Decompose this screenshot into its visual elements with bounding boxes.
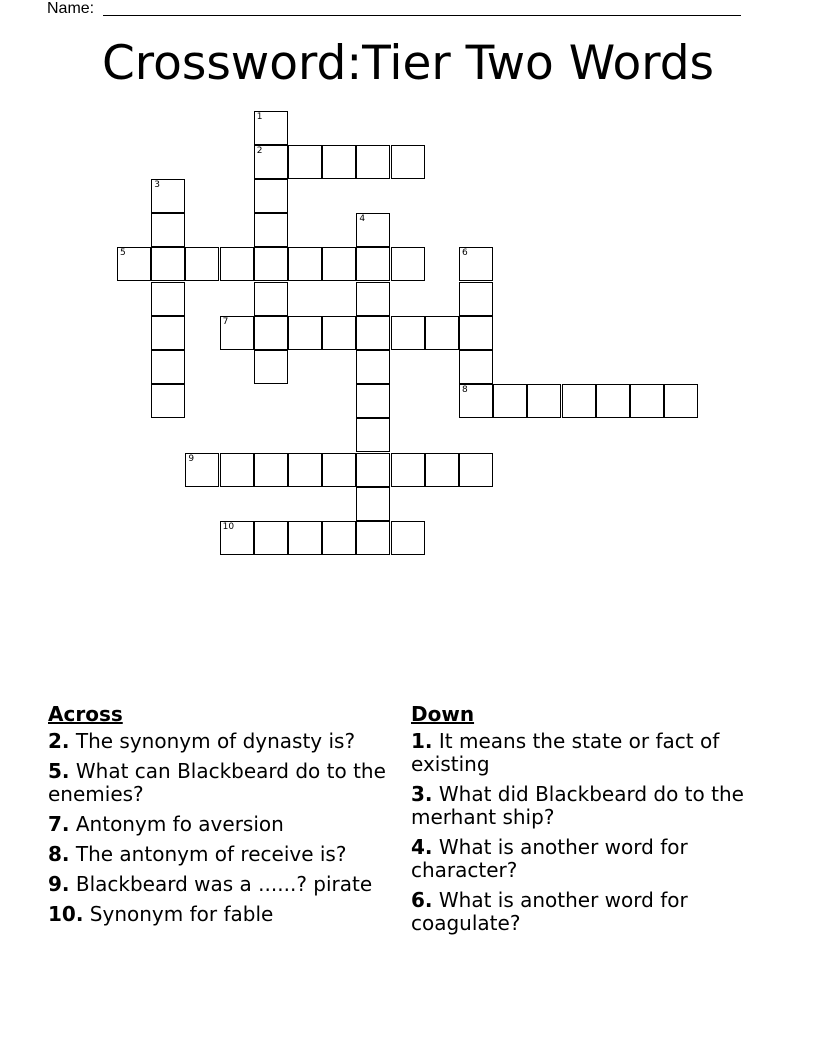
grid-cell[interactable] xyxy=(288,521,322,555)
grid-cell[interactable] xyxy=(288,145,322,179)
grid-cell[interactable] xyxy=(254,111,288,145)
down-clue xyxy=(411,889,756,935)
clue-number: 5 xyxy=(120,248,126,259)
grid-cell[interactable] xyxy=(356,453,390,487)
clue-number: 8. xyxy=(48,842,70,866)
grid-cell[interactable] xyxy=(151,384,185,418)
clue-number: 4 xyxy=(359,214,366,225)
grid-cell[interactable] xyxy=(254,350,288,384)
clue-number: 9. xyxy=(48,872,70,896)
clue-number: 7. xyxy=(48,812,70,836)
clue-text: The antonym of receive is? xyxy=(69,842,347,866)
grid-cell[interactable] xyxy=(151,247,185,281)
grid-cell[interactable] xyxy=(630,384,664,418)
across-clue xyxy=(48,843,393,866)
grid-cell[interactable] xyxy=(459,350,493,384)
grid-cell[interactable] xyxy=(220,453,254,487)
across-clue xyxy=(48,903,393,926)
grid-cell[interactable] xyxy=(117,247,151,281)
clue-text: What is another word for character? xyxy=(411,835,688,882)
grid-cell[interactable] xyxy=(391,453,425,487)
down-heading: Down xyxy=(411,702,475,726)
grid-cell[interactable] xyxy=(322,453,356,487)
grid-cell[interactable] xyxy=(459,282,493,316)
grid-cell[interactable] xyxy=(185,247,219,281)
grid-cell[interactable] xyxy=(220,316,254,350)
grid-cell[interactable] xyxy=(254,247,288,281)
clue-number: 6 xyxy=(462,248,468,259)
clue-text: The synonym of dynasty is? xyxy=(69,729,356,753)
grid-cell[interactable] xyxy=(459,384,493,418)
clue-number: 2 xyxy=(256,145,263,156)
grid-cell[interactable] xyxy=(322,316,356,350)
grid-cell[interactable] xyxy=(254,179,288,213)
name-label: Name: xyxy=(47,0,95,17)
grid-cell[interactable] xyxy=(391,316,425,350)
clue-number: 4. xyxy=(411,835,433,859)
clue-number: 10 xyxy=(222,522,235,532)
grid-cell[interactable] xyxy=(254,521,288,555)
grid-cell[interactable] xyxy=(254,316,288,350)
clue-number: 8 xyxy=(462,385,468,396)
clue-text: Blackbeard was a ......? pirate xyxy=(69,872,373,896)
grid-cell[interactable] xyxy=(356,418,390,452)
grid-cell[interactable] xyxy=(425,316,459,350)
clue-number: 2. xyxy=(48,729,70,753)
grid-cell[interactable] xyxy=(493,384,527,418)
grid-cell[interactable] xyxy=(391,247,425,281)
clue-number: 1 xyxy=(256,111,263,122)
grid-cell[interactable] xyxy=(254,282,288,316)
grid-cell[interactable] xyxy=(391,521,425,555)
grid-cell[interactable] xyxy=(356,247,390,281)
down-clue-list xyxy=(411,730,756,935)
grid-cell[interactable] xyxy=(151,213,185,247)
grid-cell[interactable] xyxy=(254,453,288,487)
across-clue xyxy=(48,873,393,896)
clue-number: 9 xyxy=(188,453,195,464)
grid-cell[interactable] xyxy=(151,282,185,316)
grid-cell[interactable] xyxy=(356,487,390,521)
down-clues xyxy=(411,702,756,942)
grid-cell[interactable] xyxy=(356,350,390,384)
grid-cell[interactable] xyxy=(356,521,390,555)
across-clues xyxy=(48,702,393,933)
grid-cell[interactable] xyxy=(322,521,356,555)
grid-cell[interactable] xyxy=(254,145,288,179)
clue-text: What did Blackbeard do to the merhant ship? xyxy=(411,782,744,829)
grid-cell[interactable] xyxy=(288,247,322,281)
grid-cell[interactable] xyxy=(254,213,288,247)
grid-cell[interactable] xyxy=(391,145,425,179)
grid-cell[interactable] xyxy=(220,247,254,281)
across-clue-list xyxy=(48,730,393,926)
down-clue xyxy=(411,783,756,829)
across-heading: Across xyxy=(48,702,123,726)
clue-number: 7 xyxy=(222,316,229,327)
clue-text: It means the state or fact of existing xyxy=(411,729,720,776)
grid-cell[interactable] xyxy=(562,384,596,418)
grid-cell[interactable] xyxy=(356,213,390,247)
clue-number: 1. xyxy=(411,729,433,753)
grid-cell[interactable] xyxy=(459,316,493,350)
grid-cell[interactable] xyxy=(596,384,630,418)
grid-cell[interactable] xyxy=(356,384,390,418)
grid-cell[interactable] xyxy=(322,145,356,179)
grid-cell[interactable] xyxy=(151,316,185,350)
clue-text: What is another word for coagulate? xyxy=(411,888,688,935)
grid-cell[interactable] xyxy=(322,247,356,281)
grid-cell[interactable] xyxy=(527,384,561,418)
clue-number: 6. xyxy=(411,888,433,912)
clue-number: 3. xyxy=(411,782,433,806)
down-clue xyxy=(411,730,756,776)
clue-number: 5. xyxy=(48,759,70,783)
grid-cell[interactable] xyxy=(151,350,185,384)
clue-number: 10. xyxy=(48,902,84,926)
grid-cell[interactable] xyxy=(288,316,322,350)
grid-cell[interactable] xyxy=(664,384,698,418)
grid-cell[interactable] xyxy=(356,316,390,350)
clue-text: Synonym for fable xyxy=(83,902,274,926)
grid-cell[interactable] xyxy=(459,453,493,487)
page-title: Crossword:Tier Two Words xyxy=(101,36,715,91)
across-clue xyxy=(48,813,393,836)
grid-cell[interactable] xyxy=(459,247,493,281)
grid-cell[interactable] xyxy=(356,145,390,179)
across-clue xyxy=(48,730,393,753)
grid-cell[interactable] xyxy=(356,282,390,316)
grid-cell[interactable] xyxy=(185,453,219,487)
clue-number: 3 xyxy=(154,180,160,190)
clue-text: What can Blackbeard do to the enemies? xyxy=(48,759,386,806)
grid-cell[interactable] xyxy=(151,179,185,213)
across-clue xyxy=(48,760,393,806)
grid-cell[interactable] xyxy=(288,453,322,487)
clue-text: Antonym fo aversion xyxy=(69,812,284,836)
grid-cell[interactable] xyxy=(425,453,459,487)
down-clue xyxy=(411,836,756,882)
grid-cell[interactable] xyxy=(220,521,254,555)
